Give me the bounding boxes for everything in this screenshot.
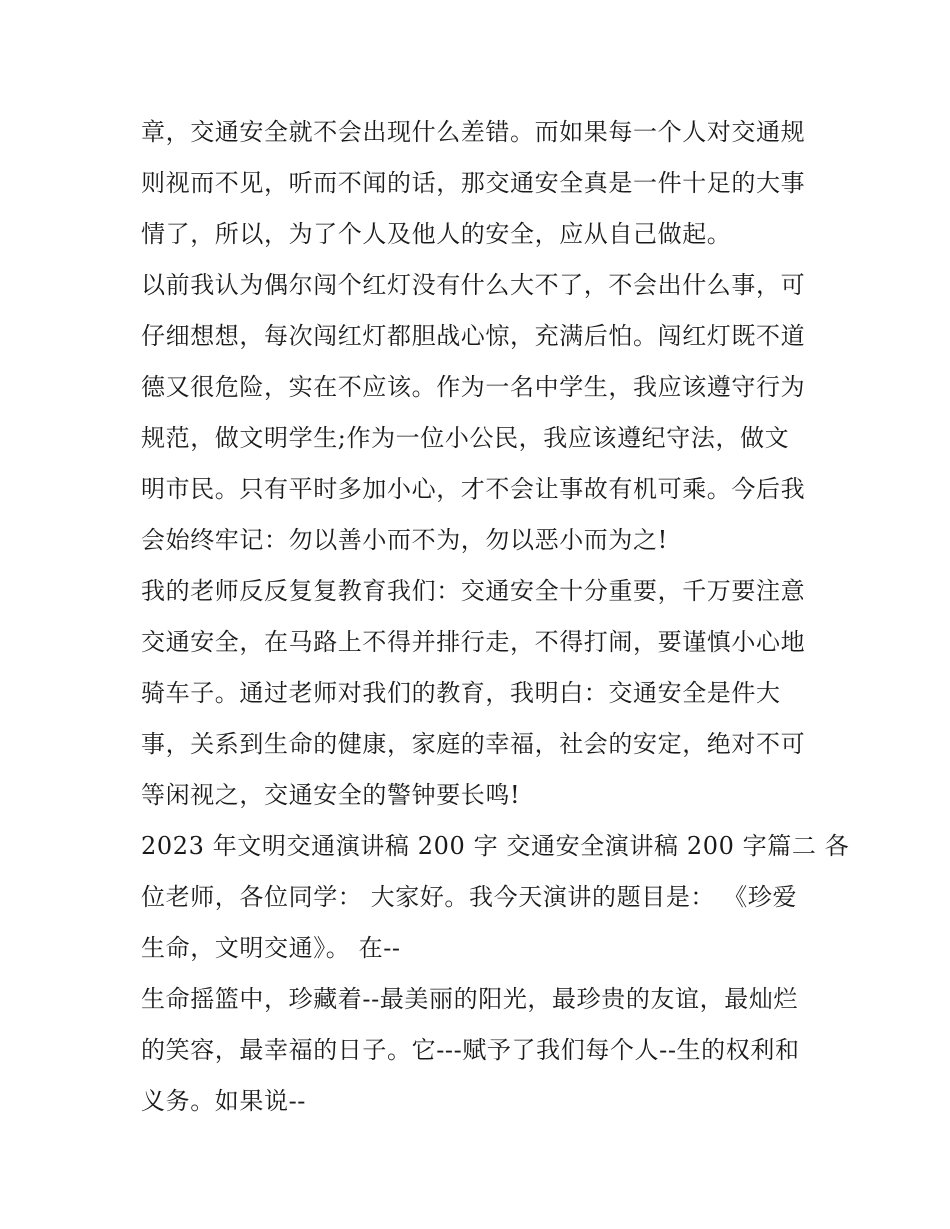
text-line: 生命，文明交通》。 在-- (141, 934, 401, 962)
text-line: 明市民。只有平时多加小心，才不会让事故有机可乘。今后我 (141, 475, 806, 503)
text-line: 情了，所以，为了个人及他人的安全，应从自己做起。 (141, 220, 732, 248)
text-line: 德又很危险，实在不应该。作为一名中学生，我应该遵守行为 (141, 373, 806, 401)
text-line: 等闲视之，交通安全的警钟要长鸣! (141, 781, 521, 809)
text-line: 的笑容，最幸福的日子。它---赋予了我们每个人--生的权利和 (141, 1036, 800, 1064)
text-line: 事，关系到生命的健康，家庭的幸福，社会的安定，绝对不可 (141, 730, 806, 758)
section-heading-line: 2023 年文明交通演讲稿 200 字 交通安全演讲稿 200 字篇二 各 (141, 832, 850, 860)
text-line: 生命摇篮中，珍藏着--最美丽的阳光，最珍贵的友谊，最灿烂 (141, 985, 799, 1013)
text-line: 我的老师反反复复教育我们：交通安全十分重要，千万要注意 (141, 577, 806, 605)
text-line: 章，交通安全就不会出现什么差错。而如果每一个人对交通规 (141, 118, 806, 146)
text-line: 则视而不见，听而不闻的话，那交通安全真是一件十足的大事 (141, 169, 806, 197)
text-line: 义务。如果说-- (141, 1087, 307, 1115)
text-line: 仔细想想，每次闯红灯都胆战心惊，充满后怕。闯红灯既不道 (141, 322, 806, 350)
document-body (141, 107, 850, 1127)
text-line: 交通安全，在马路上不得并排行走，不得打闹，要谨慎小心地 (141, 628, 806, 656)
text-line: 位老师，各位同学： 大家好。我今天演讲的题目是： 《珍爱 (141, 883, 798, 911)
text-line: 规范，做文明学生;作为一位小公民，我应该遵纪守法，做文 (141, 424, 790, 452)
text-line: 会始终牢记：勿以善小而不为，勿以恶小而为之! (141, 526, 668, 554)
text-line: 骑车子。通过老师对我们的教育，我明白：交通安全是件大 (141, 679, 781, 707)
text-line: 以前我认为偶尔闯个红灯没有什么大不了，不会出什么事，可 (141, 271, 806, 299)
